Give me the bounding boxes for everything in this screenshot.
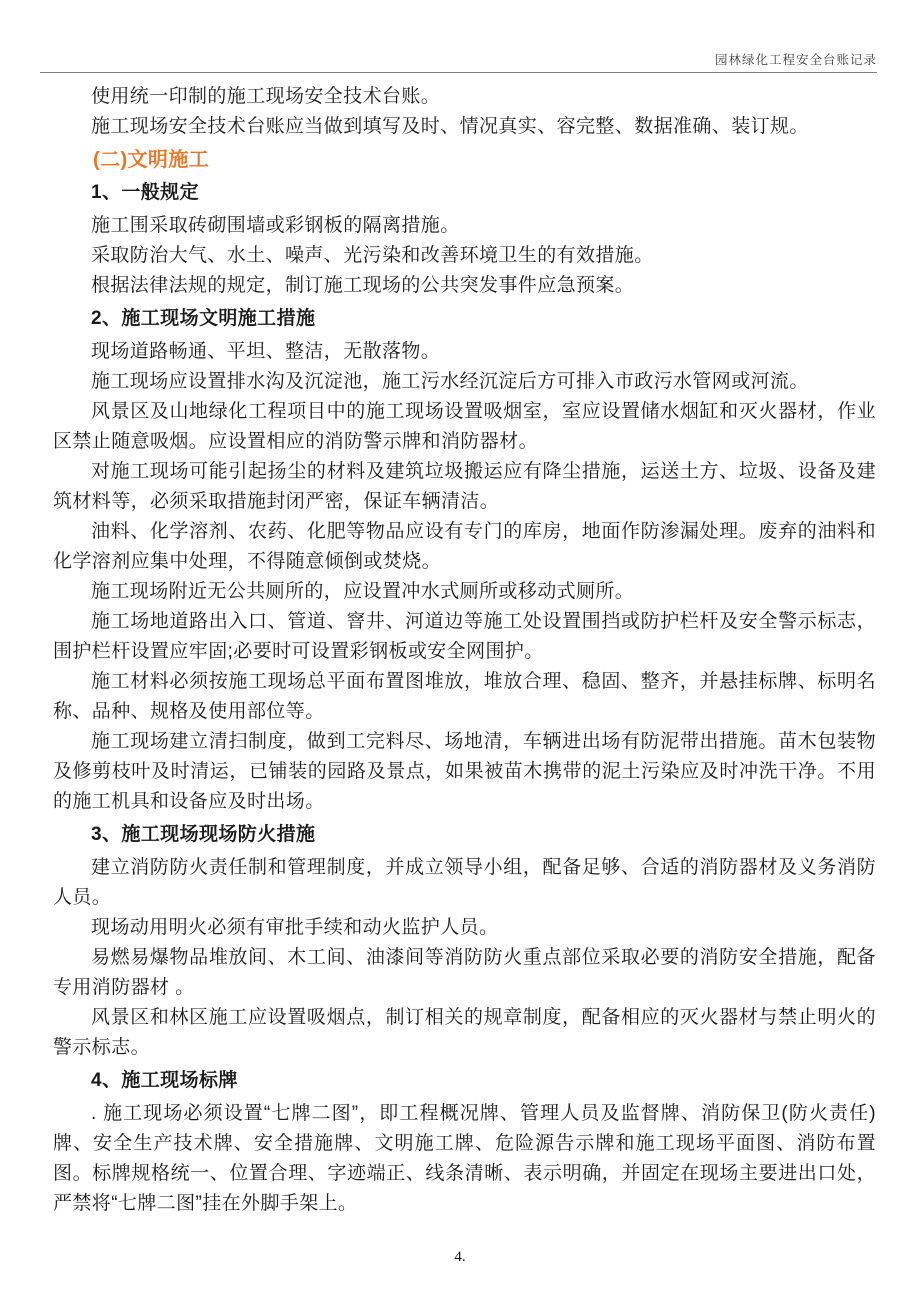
document-body (53, 73, 876, 1219)
paragraph: 施工现场安全技术台账应当做到填写及时、情况真实、容完整、数据准确、装订规。 (91, 116, 809, 137)
paragraph: 根据法律法规的规定，制订施工现场的公共突发事件应急预案。 (91, 275, 635, 296)
page-footer (0, 1249, 920, 1266)
paragraph: 使用统一印制的施工现场安全技术台账。 (91, 86, 441, 107)
header-title: 园林绿化工程安全台账记录 (714, 53, 877, 67)
paragraph: 油料、化学溶剂、农药、化肥等物品应设有专门的库房，地面作防渗漏处理。废弃的油料和化学溶剂应集中处理，不得随意倾倒或焚烧。 (53, 521, 876, 572)
paragraph: 施工现场附近无公共厕所的，应设置冲水式厕所或移动式厕所。 (91, 581, 635, 602)
sub-heading-general-rules: 1、一般规定 (91, 182, 199, 203)
paragraph: 现场动用明火必须有审批手续和动火监护人员。 (91, 917, 499, 938)
paragraph: 施工现场应设置排水沟及沉淀池，施工污水经沉淀后方可排入市政污水管网或河流。 (91, 371, 809, 392)
paragraph: 风景区及山地绿化工程项目中的施工现场设置吸烟室，室应设置储水烟缸和灭火器材，作业区禁止随意吸烟。应设置相应的消防警示牌和消防器材。 (53, 401, 876, 452)
sub-heading-site-signs: 4、施工现场标牌 (91, 1070, 238, 1091)
page-header (40, 0, 877, 73)
paragraph: 施工围采取砖砌围墙或彩钢板的隔离措施。 (91, 215, 460, 236)
paragraph: 现场道路畅通、平坦、整洁，无散落物。 (91, 341, 441, 362)
paragraph: 风景区和林区施工应设置吸烟点，制订相关的规章制度，配备相应的灭火器材与禁止明火的警示标志。 (53, 1007, 876, 1058)
paragraph: 施工现场建立清扫制度，做到工完料尽、场地清，车辆进出场有防泥带出措施。苗木包装物及修剪枝叶及时清运，已铺装的园路及景点，如果被苗木携带的泥土污染应及时冲洗干净。不用的施工机具和设备应及时出场。 (53, 731, 876, 812)
paragraph: 对施工现场可能引起扬尘的材料及建筑垃圾搬运应有降尘措施，运送土方、垃圾、设备及建筑材料等，必须采取措施封闭严密，保证车辆清洁。 (53, 461, 876, 512)
paragraph: . 施工现场必须设置“七牌二图”，即工程概况牌、管理人员及监督牌、消防保卫(防火责任)牌、安全生产技术牌、安全措施牌、文明施工牌、危险源告示牌和施工现场平面图、消防布置图。标牌规格统一、位置合理、字迹端正、线条清晰、表示明确，并固定在现场主要进出口处，严禁将“七牌二图”挂在外脚手架上。 (53, 1103, 876, 1214)
section-heading-civilized-construction: (二)文明施工 (93, 149, 210, 171)
paragraph: 易燃易爆物品堆放间、木工间、油漆间等消防防火重点部位采取必要的消防安全措施，配备专用消防器材 。 (53, 947, 876, 998)
page-number: 4. (454, 1249, 466, 1265)
paragraph: 施工场地道路出入口、管道、窨井、河道边等施工处设置围挡或防护栏杆及安全警示标志，围护栏杆设置应牢固;必要时可设置彩钢板或安全网围护。 (53, 611, 876, 662)
paragraph: 建立消防防火责任制和管理制度，并成立领导小组，配备足够、合适的消防器材及义务消防人员。 (53, 857, 876, 908)
sub-heading-fire-prevention: 3、施工现场现场防火措施 (91, 824, 316, 845)
paragraph: 施工材料必须按施工现场总平面布置图堆放，堆放合理、稳固、整齐，并悬挂标牌、标明名称、品种、规格及使用部位等。 (53, 671, 876, 722)
paragraph: 采取防治大气、水土、噪声、光污染和改善环境卫生的有效措施。 (91, 245, 654, 266)
sub-heading-civilized-measures: 2、施工现场文明施工措施 (91, 308, 316, 329)
